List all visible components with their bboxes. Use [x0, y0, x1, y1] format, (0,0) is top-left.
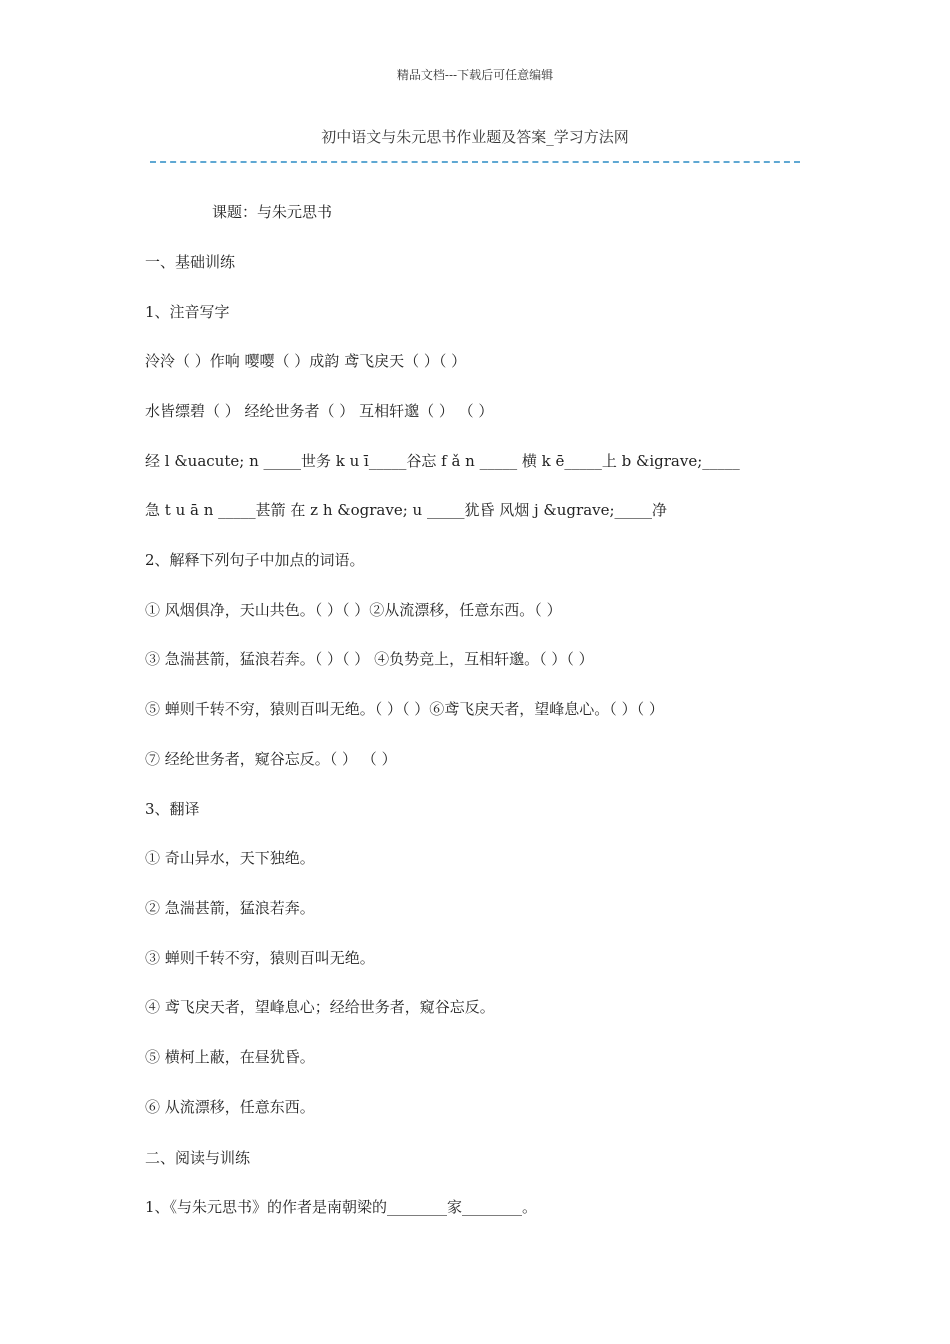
exercise-line: ⑥ 从流漂移，任意东西。	[145, 1098, 315, 1116]
exercise-line: ④ 鸢飞戾天者，望峰息心；经给世务者，窥谷忘反。	[145, 998, 495, 1016]
document-title: 初中语文与朱元思书作业题及答案_学习方法网	[321, 128, 629, 146]
exercise-line: ② 急湍甚箭，猛浪若奔。	[145, 899, 315, 917]
exercise-line: ① 奇山异水，天下独绝。	[145, 849, 315, 867]
exercise-line: 急 t u ā n _____甚箭 在 z h &ograve; u _____犹昏 风烟 j &ugrave;_____净	[145, 501, 668, 519]
title-divider	[150, 161, 800, 163]
exercise-line: 经 l &uacute; n _____世务 k u ī_____谷忘 f ǎ n _____ 横 k ē_____上 b &igrave;_____	[145, 452, 740, 470]
question-heading: 2、解释下列句子中加点的词语。	[145, 551, 365, 569]
section-heading-basic-training: 一、基础训练	[145, 253, 236, 271]
exercise-line: 水皆缥碧（ ） 经纶世务者（ ） 互相轩邈（ ） （ ）	[145, 402, 494, 420]
question-heading: 3、翻译	[145, 800, 200, 818]
exercise-line: ③ 急湍甚箭，猛浪若奔。（ ）（ ） ④负势竞上，互相轩邈。（ ）（ ）	[145, 650, 594, 668]
header-note: 精品文档---下载后可任意编辑	[396, 68, 554, 82]
exercise-line: 1、《与朱元思书》的作者是南朝梁的________家________。	[145, 1198, 538, 1216]
exercise-line: ① 风烟俱净，天山共色。（ ）（ ）②从流漂移，任意东西。（ ）	[145, 601, 562, 619]
exercise-line: ⑦ 经纶世务者，窥谷忘反。（ ） （ ）	[145, 750, 397, 768]
exercise-line: ⑤ 横柯上蔽，在昼犹昏。	[145, 1048, 315, 1066]
question-heading: 1、注音写字	[145, 303, 230, 321]
exercise-line: ⑤ 蝉则千转不穷，猿则百叫无绝。（ ）（ ）⑥鸢飞戾天者，望峰息心。（ ）（ ）	[145, 700, 664, 718]
exercise-line: 泠泠（ ）作响 嘤嘤（ ）成韵 鸢飞戾天（ ）（ ）	[145, 352, 467, 370]
course-topic: 课题：与朱元思书	[212, 203, 333, 221]
exercise-line: ③ 蝉则千转不穷，猿则百叫无绝。	[145, 949, 375, 967]
section-heading-reading: 二、阅读与训练	[145, 1149, 251, 1167]
